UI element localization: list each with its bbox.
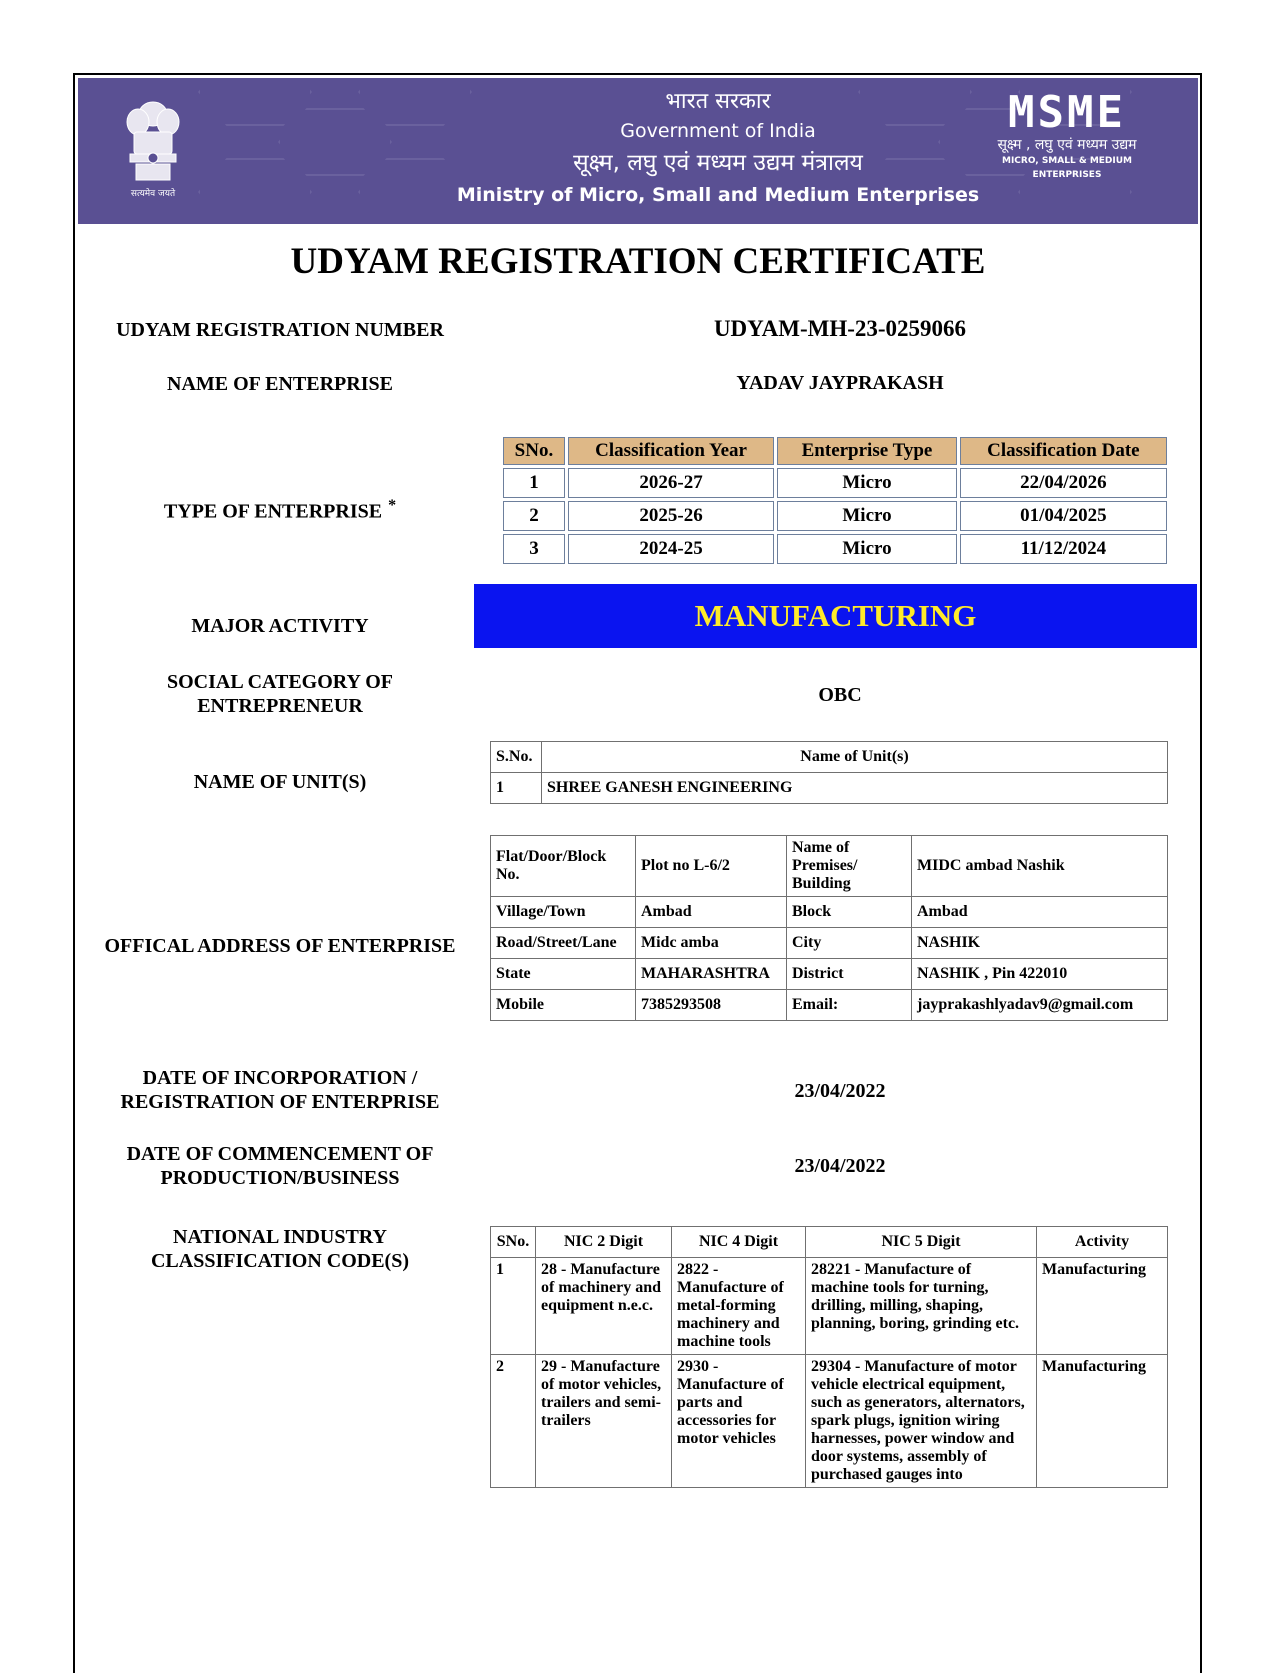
msme-logo-text: MSME [1008, 87, 1126, 138]
table-cell: NASHIK , Pin 422010 [912, 959, 1168, 990]
table-row [491, 836, 1168, 897]
table-cell: 22/04/2026 [960, 468, 1167, 498]
classification-table [500, 434, 1170, 567]
table-header-cell: Classification Year [568, 437, 774, 465]
incorporation-date-value: 23/04/2022 [794, 1080, 886, 1102]
ministry-hindi: सूक्ष्म, लघु एवं मध्यम उद्यम मंत्रालय [573, 150, 863, 176]
table-row [503, 501, 1167, 531]
msme-logo [972, 87, 1162, 182]
table-cell: Manufacturing [1037, 1258, 1168, 1355]
table-cell: Name of Premises/ Building [787, 836, 912, 897]
social-category-value: OBC [818, 684, 862, 706]
address-label: OFFICAL ADDRESS OF ENTERPRISE [104, 935, 456, 957]
table-cell: 1 [491, 773, 542, 804]
table-row [491, 928, 1168, 959]
table-cell: 28 - Manufacture of machinery and equipment n.e.c. [536, 1258, 672, 1355]
commencement-date-label: DATE OF COMMENCEMENT OF PRODUCTION/BUSINESS [126, 1143, 434, 1189]
table-cell: 2822 - Manufacture of metal-forming machinery and machine tools [672, 1258, 806, 1355]
table-cell: City [787, 928, 912, 959]
table-cell: 2 [491, 1355, 536, 1488]
table-cell: Micro [777, 501, 956, 531]
national-emblem-icon [118, 92, 188, 212]
nic-label: NATIONAL INDUSTRY CLASSIFICATION CODE(S) [150, 1226, 409, 1272]
table-cell: 2025-26 [568, 501, 774, 531]
table-row [503, 468, 1167, 498]
social-category-label: SOCIAL CATEGORY OF ENTREPRENEUR [167, 671, 393, 717]
table-header-row [491, 742, 1168, 773]
table-row [491, 990, 1168, 1021]
table-header-cell: SNo. [503, 437, 565, 465]
table-cell: 1 [491, 1258, 536, 1355]
table-cell: 11/12/2024 [960, 534, 1167, 564]
units-table [490, 741, 1168, 804]
unit-name-label: NAME OF UNIT(S) [193, 771, 367, 793]
table-row [491, 1258, 1168, 1355]
registration-number-label: UDYAM REGISTRATION NUMBER [116, 319, 444, 341]
table-cell: Village/Town [491, 897, 636, 928]
table-cell: Road/Street/Lane [491, 928, 636, 959]
table-header-cell: Classification Date [960, 437, 1167, 465]
table-cell: NASHIK [912, 928, 1168, 959]
table-row [491, 897, 1168, 928]
table-cell: District [787, 959, 912, 990]
table-cell: jayprakashlyadav9@gmail.com [912, 990, 1168, 1021]
table-header-cell: SNo. [491, 1227, 536, 1258]
msme-logo-hindi: सूक्ष्म , लघु एवं मध्यम उद्यम [997, 137, 1137, 153]
table-cell: 2930 - Manufacture of parts and accessories for motor vehicles [672, 1355, 806, 1488]
table-cell: 1 [503, 468, 565, 498]
table-header-cell: NIC 2 Digit [536, 1227, 672, 1258]
msme-logo-english: MICRO, SMALL & MEDIUM ENTERPRISES [1001, 156, 1133, 180]
table-cell: 2 [503, 501, 565, 531]
table-header-cell: NIC 4 Digit [672, 1227, 806, 1258]
incorporation-date-label: DATE OF INCORPORATION / REGISTRATION OF ENTERPRISE [120, 1067, 440, 1113]
major-activity-value: MANUFACTURING [474, 584, 1197, 648]
table-cell: Plot no L-6/2 [636, 836, 787, 897]
commencement-date-value: 23/04/2022 [794, 1155, 886, 1177]
table-cell: MIDC ambad Nashik [912, 836, 1168, 897]
table-cell: Ambad [636, 897, 787, 928]
table-header-cell: Enterprise Type [777, 437, 956, 465]
enterprise-name-value: YADAV JAYPRAKASH [736, 372, 944, 394]
table-cell: 01/04/2025 [960, 501, 1167, 531]
table-cell: MAHARASHTRA [636, 959, 787, 990]
table-cell: Email: [787, 990, 912, 1021]
table-cell: 7385293508 [636, 990, 787, 1021]
table-row [491, 773, 1168, 804]
table-cell: 28221 - Manufacture of machine tools for turning, drilling, milling, shaping, planning, boring, grinding etc. [806, 1258, 1037, 1355]
table-cell: State [491, 959, 636, 990]
table-row [503, 534, 1167, 564]
nic-table [490, 1226, 1168, 1488]
table-cell: 3 [503, 534, 565, 564]
govt-hindi: भारत सरकार [665, 89, 771, 114]
table-row [491, 959, 1168, 990]
govt-english: Government of India [620, 120, 816, 142]
table-header-cell: NIC 5 Digit [806, 1227, 1037, 1258]
enterprise-name-label: NAME OF ENTERPRISE [167, 373, 393, 395]
table-cell: SHREE GANESH ENGINEERING [542, 773, 1168, 804]
emblem-motto: सत्यमेव जयते [130, 189, 176, 199]
government-header-banner [78, 78, 1198, 224]
table-cell: 2024-25 [568, 534, 774, 564]
table-cell: 29304 - Manufacture of motor vehicle electrical equipment, such as generators, alternators, spark plugs, ignition wiring harnesses, power window and door systems, assembly of purchased gauges into [806, 1355, 1037, 1488]
table-cell: Ambad [912, 897, 1168, 928]
table-cell: Flat/Door/Block No. [491, 836, 636, 897]
table-cell: Micro [777, 468, 956, 498]
table-cell: Micro [777, 534, 956, 564]
table-cell: Block [787, 897, 912, 928]
table-cell: 29 - Manufacture of motor vehicles, trailers and semi-trailers [536, 1355, 672, 1488]
ministry-english: Ministry of Micro, Small and Medium Enterprises [456, 184, 980, 206]
address-table [490, 835, 1168, 1021]
major-activity-label: MAJOR ACTIVITY [191, 615, 369, 637]
certificate-title: UDYAM REGISTRATION CERTIFICATE [290, 241, 986, 282]
table-row [491, 1355, 1168, 1488]
table-header-cell: Activity [1037, 1227, 1168, 1258]
table-header-row [503, 437, 1167, 465]
registration-number-value: UDYAM-MH-23-0259066 [713, 316, 967, 341]
table-cell: Mobile [491, 990, 636, 1021]
table-header-row [491, 1227, 1168, 1258]
table-cell: 2026-27 [568, 468, 774, 498]
table-header-cell: Name of Unit(s) [542, 742, 1168, 773]
enterprise-type-label: TYPE OF ENTERPRISE * [163, 497, 397, 523]
table-cell: Manufacturing [1037, 1355, 1168, 1488]
table-header-cell: S.No. [491, 742, 542, 773]
table-cell: Midc amba [636, 928, 787, 959]
